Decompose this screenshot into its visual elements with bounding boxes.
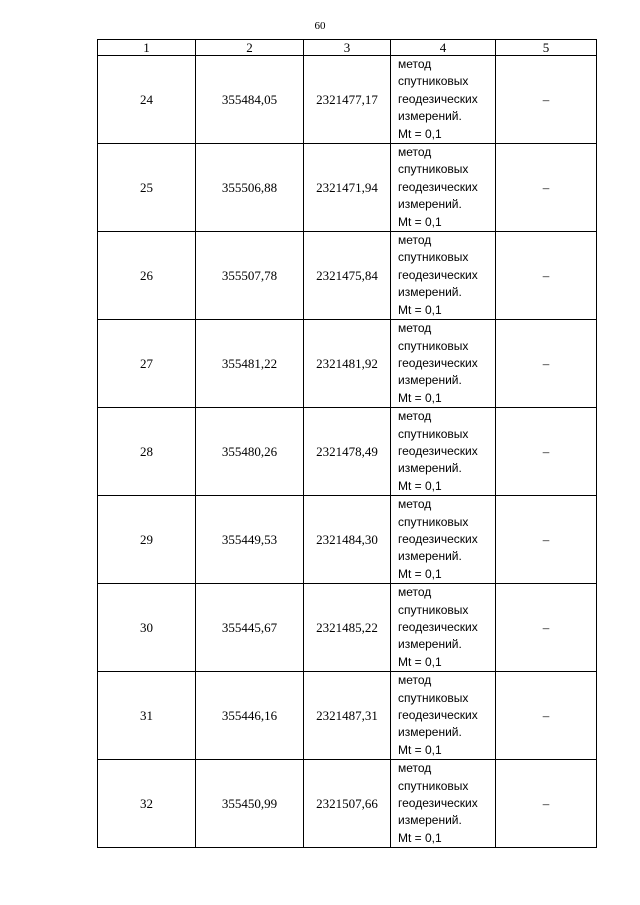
method-line: Mt = 0,1 (398, 742, 442, 757)
method-line: спутниковых (398, 778, 469, 793)
method-line: метод (398, 321, 432, 336)
table-row (98, 496, 597, 584)
method-line: геодезических (398, 443, 478, 458)
method-line: геодезических (398, 531, 478, 546)
method-line: измерений. (398, 813, 462, 828)
column-header-4: 4 (391, 40, 496, 56)
point-number-cell: 31 (98, 672, 196, 760)
column-header-1: 1 (98, 40, 196, 56)
method-line: спутниковых (398, 690, 469, 705)
note-cell: – (496, 232, 597, 320)
page-number: 60 (314, 20, 326, 32)
x-coordinate-cell: 355506,88 (196, 144, 304, 232)
method-cell (391, 672, 496, 760)
x-coordinate-cell: 355507,78 (196, 232, 304, 320)
note-cell: – (496, 496, 597, 584)
method-line: метод (398, 57, 432, 71)
method-line: Mt = 0,1 (398, 126, 442, 141)
point-number-cell: 30 (98, 584, 196, 672)
table-row (98, 760, 597, 848)
method-cell (391, 232, 496, 320)
method-line: геодезических (398, 796, 478, 811)
method-cell (391, 144, 496, 232)
x-coordinate-cell: 355481,22 (196, 320, 304, 408)
point-number-cell: 29 (98, 496, 196, 584)
note-cell: – (496, 144, 597, 232)
method-line: геодезических (398, 355, 478, 370)
method-line: спутниковых (398, 602, 469, 617)
method-line: спутниковых (398, 426, 469, 441)
method-cell (391, 760, 496, 848)
method-cell (391, 320, 496, 408)
method-line: измерений. (398, 461, 462, 476)
table-row (98, 144, 597, 232)
y-coordinate-cell: 2321478,49 (304, 408, 391, 496)
y-coordinate-cell: 2321475,84 (304, 232, 391, 320)
table-row (98, 56, 597, 144)
note-cell: – (496, 672, 597, 760)
table-row (98, 672, 597, 760)
method-line: метод (398, 585, 432, 600)
method-line: измерений. (398, 373, 462, 388)
method-line: геодезических (398, 267, 478, 282)
y-coordinate-cell: 2321485,22 (304, 584, 391, 672)
method-line: измерений. (398, 725, 462, 740)
method-line: Mt = 0,1 (398, 214, 442, 229)
y-coordinate-cell: 2321471,94 (304, 144, 391, 232)
method-line: спутниковых (398, 250, 469, 265)
method-line: Mt = 0,1 (398, 654, 442, 669)
method-line: Mt = 0,1 (398, 566, 442, 581)
method-line: геодезических (398, 179, 478, 194)
coordinates-table (97, 39, 597, 848)
x-coordinate-cell: 355445,67 (196, 584, 304, 672)
method-cell (391, 496, 496, 584)
note-cell: – (496, 320, 597, 408)
y-coordinate-cell: 2321487,31 (304, 672, 391, 760)
column-header-5: 5 (496, 40, 597, 56)
x-coordinate-cell: 355480,26 (196, 408, 304, 496)
point-number-cell: 27 (98, 320, 196, 408)
method-line: измерений. (398, 197, 462, 212)
method-line: измерений. (398, 549, 462, 564)
method-line: Mt = 0,1 (398, 830, 442, 845)
point-number-cell: 26 (98, 232, 196, 320)
method-line: метод (398, 497, 432, 512)
method-line: метод (398, 409, 432, 424)
table-row (98, 232, 597, 320)
method-line: спутниковых (398, 514, 469, 529)
method-line: геодезических (398, 91, 478, 106)
method-line: измерений. (398, 637, 462, 652)
table-header-row (98, 40, 597, 56)
y-coordinate-cell: 2321507,66 (304, 760, 391, 848)
column-header-2: 2 (196, 40, 304, 56)
x-coordinate-cell: 355450,99 (196, 760, 304, 848)
x-coordinate-cell: 355446,16 (196, 672, 304, 760)
column-header-3: 3 (304, 40, 391, 56)
table-body (98, 56, 597, 848)
method-cell (391, 408, 496, 496)
method-line: измерений. (398, 109, 462, 124)
method-line: Mt = 0,1 (398, 478, 442, 493)
note-cell: – (496, 584, 597, 672)
method-line: геодезических (398, 708, 478, 723)
method-line: Mt = 0,1 (398, 390, 442, 405)
y-coordinate-cell: 2321481,92 (304, 320, 391, 408)
y-coordinate-cell: 2321484,30 (304, 496, 391, 584)
x-coordinate-cell: 355449,53 (196, 496, 304, 584)
method-line: геодезических (398, 620, 478, 634)
table-row (98, 584, 597, 672)
note-cell: – (496, 408, 597, 496)
note-cell: – (496, 56, 597, 144)
table-row (98, 408, 597, 496)
method-line: метод (398, 145, 432, 160)
table-row (98, 320, 597, 408)
point-number-cell: 28 (98, 408, 196, 496)
method-line: спутниковых (398, 338, 469, 353)
method-line: измерений. (398, 285, 462, 300)
point-number-cell: 24 (98, 56, 196, 144)
method-line: метод (398, 761, 432, 776)
method-line: спутниковых (398, 162, 469, 177)
method-cell (391, 56, 496, 144)
method-line: спутниковых (398, 74, 469, 89)
method-cell (391, 584, 496, 672)
note-cell: – (496, 760, 597, 848)
method-line: Mt = 0,1 (398, 302, 442, 317)
point-number-cell: 25 (98, 144, 196, 232)
point-number-cell: 32 (98, 760, 196, 848)
y-coordinate-cell: 2321477,17 (304, 56, 391, 144)
method-line: метод (398, 673, 432, 688)
method-line: метод (398, 233, 432, 248)
x-coordinate-cell: 355484,05 (196, 56, 304, 144)
